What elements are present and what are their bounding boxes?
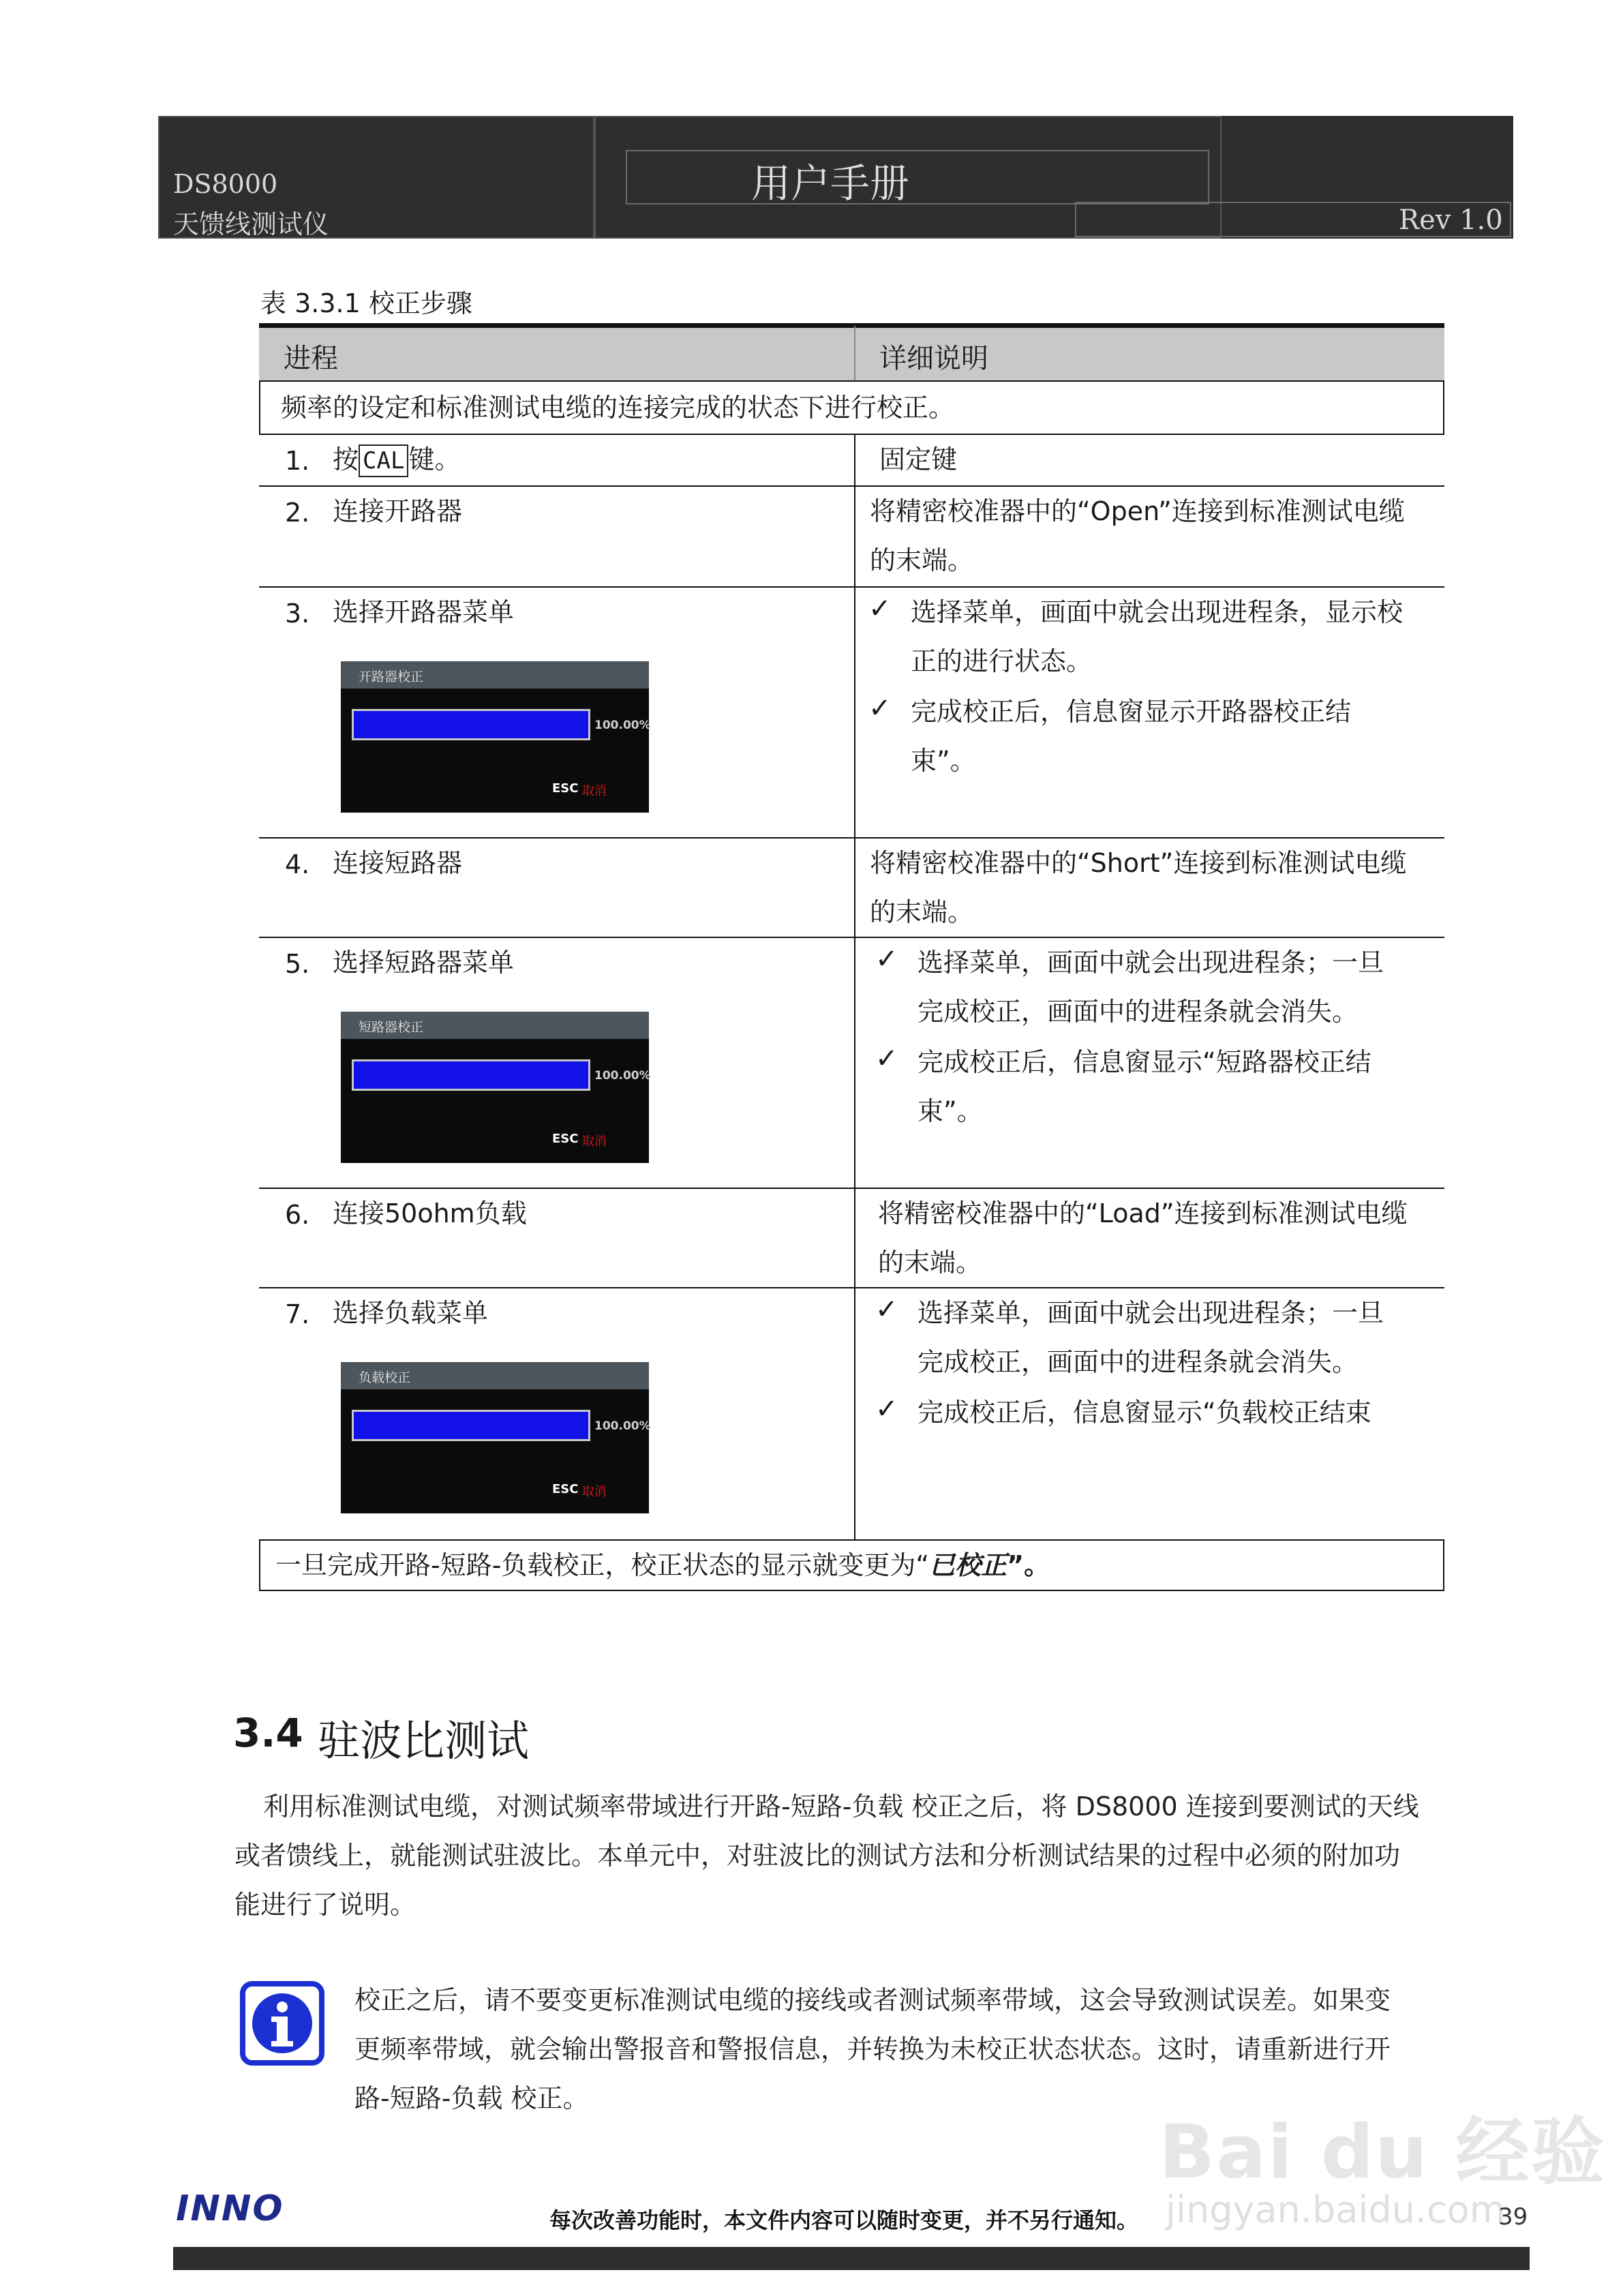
step-7-bullet1-line1: 选择菜单，画面中就会出现进程条；一旦 [917, 1298, 1384, 1328]
check-icon: ✓ [868, 593, 892, 624]
check-icon: ✓ [875, 1043, 898, 1074]
step-3-bullet2-line2: 束”。 [911, 746, 976, 776]
short-calibration-screen [341, 1012, 649, 1163]
cal-key: CAL [359, 444, 408, 477]
table-footer-plain: 一旦完成开路-短路-负载校正，校正状态的显示就变更为“ [275, 1550, 930, 1580]
step-4-text: 连接短路器 [333, 848, 463, 878]
header-model: DS8000 [173, 169, 278, 199]
header-title: 用户手册 [751, 160, 910, 207]
step-number: 6. [285, 1200, 310, 1230]
info-icon [240, 1981, 324, 2066]
table-footer-emph: 已校正 [929, 1550, 1007, 1580]
table-footer-end: ”。 [1007, 1550, 1050, 1580]
step-7-text: 选择负载菜单 [333, 1298, 489, 1328]
check-icon: ✓ [875, 1393, 898, 1425]
esc-key-label: ESC [552, 1482, 579, 1496]
note-line1: 校正之后，请不要变更标准测试电缆的接线或者测试频率带域，这会导致测试误差。如果变 [354, 1985, 1391, 2015]
table-bottom-rule [259, 1590, 1444, 1591]
step-2-detail-line2: 的末端。 [870, 545, 974, 575]
col-rule [1443, 1539, 1444, 1591]
step-4-detail-line1: 将精密校准器中的“Short”连接到标准测试电缆 [870, 848, 1407, 878]
col-rule [1443, 380, 1444, 434]
check-icon: ✓ [875, 1294, 898, 1325]
step-2-detail-line1: 将精密校准器中的“Open”连接到标准测试电缆 [870, 496, 1405, 526]
inno-logo: INNO [176, 2188, 284, 2229]
table-caption: 表 3.3.1 校正步骤 [260, 288, 472, 318]
screen-title: 短路器校正 [359, 1020, 424, 1035]
step-3-text: 选择开路器菜单 [333, 597, 515, 627]
step-5-text: 选择短路器菜单 [333, 948, 515, 978]
esc-key-label: ESC [552, 781, 579, 796]
watermark-logo: Bai du 经验 [1159, 2110, 1606, 2195]
note-line2: 更频率带域，就会输出警报音和警报信息，并转换为未校正状态状态。这时，请重新进行开 [354, 2034, 1391, 2064]
page-header [158, 116, 1513, 239]
row-rule [259, 380, 1444, 382]
col-rule [854, 326, 855, 380]
watermark-url: jingyan.baidu.com [1166, 2188, 1506, 2231]
section-title: 驻波比测试 [318, 1716, 530, 1766]
screen-title: 开路器校正 [359, 669, 424, 684]
check-icon: ✓ [875, 943, 898, 975]
step-3-bullet2-line1: 完成校正后，信息窗显示开路器校正结 [911, 697, 1352, 727]
section-para-line2: 或者馈线上，就能测试驻波比。本单元中，对驻波比的测试方法和分析测试结果的过程中必须的附加功 [234, 1841, 1401, 1871]
table-top-rule [259, 323, 1444, 328]
check-icon: ✓ [868, 693, 892, 724]
step-1-detail: 固定键 [879, 444, 958, 474]
table-header-row [259, 326, 1444, 380]
step-number: 4. [285, 849, 310, 879]
step-6-text: 连接50ohm负载 [333, 1198, 527, 1228]
esc-key-label: ESC [552, 1132, 579, 1146]
step-6-detail-line2: 的末端。 [878, 1248, 982, 1278]
step-3-bullet1-line1: 选择菜单，画面中就会出现进程条，显示校 [911, 597, 1404, 627]
header-title-frame [626, 150, 1209, 205]
step-4-detail-line2: 的末端。 [870, 897, 974, 927]
progress-bar [352, 1410, 590, 1441]
progress-bar [352, 709, 590, 740]
step-2-text: 连接开路器 [333, 496, 463, 526]
progress-percent: 100.00% [594, 1419, 651, 1433]
step-1-pre: 按 [333, 444, 359, 474]
cancel-label: 取消 [582, 1134, 607, 1149]
progress-bar [352, 1059, 590, 1091]
step-number: 7. [285, 1299, 310, 1329]
step-5-bullet2-line2: 束”。 [917, 1096, 983, 1126]
col-rule [259, 1539, 260, 1591]
step-number: 2. [285, 498, 310, 528]
footer-bar [173, 2247, 1530, 2270]
col-header-detail: 详细说明 [879, 343, 988, 374]
step-number: 3. [285, 599, 310, 629]
page-number: 39 [1498, 2203, 1528, 2231]
step-1-text [333, 435, 460, 484]
table-intro: 频率的设定和标准测试电缆的连接完成的状态下进行校正。 [281, 393, 955, 423]
cancel-label: 取消 [582, 784, 607, 798]
table-footer-note [275, 1541, 1050, 1590]
col-rule [854, 434, 855, 1539]
step-7-bullet2-line1: 完成校正后，信息窗显示“负载校正结束 [917, 1398, 1371, 1428]
progress-percent: 100.00% [594, 719, 651, 732]
footer-notice: 每次改善功能时，本文件内容可以随时变更，并不另行通知。 [549, 2207, 1139, 2233]
step-5-bullet1-line1: 选择菜单，画面中就会出现进程条；一旦 [917, 948, 1384, 978]
step-3-bullet1-line2: 正的进行状态。 [911, 646, 1093, 676]
step-7-bullet1-line2: 完成校正，画面中的进程条就会消失。 [917, 1347, 1359, 1377]
section-para-line3: 能进行了说明。 [234, 1890, 416, 1920]
screen-title: 负载校正 [359, 1370, 411, 1385]
step-5-bullet1-line2: 完成校正，画面中的进程条就会消失。 [917, 997, 1359, 1027]
step-number: 5. [285, 949, 310, 979]
header-product: 天馈线测试仪 [173, 209, 329, 239]
step-5-bullet2-line1: 完成校正后，信息窗显示“短路器校正结 [917, 1047, 1371, 1077]
section-number: 3.4 [233, 1710, 303, 1756]
section-para-line1: 利用标准测试电缆，对测试频率带域进行开路-短路-负载 校正之后，将 DS8000 连接到要测试的天线 [263, 1792, 1419, 1822]
header-rev: Rev 1.0 [1399, 205, 1503, 236]
col-header-process: 进程 [284, 343, 338, 374]
open-calibration-screen [341, 661, 649, 813]
cancel-label: 取消 [582, 1485, 607, 1499]
note-line3: 路-短路-负载 校正。 [354, 2083, 589, 2113]
progress-percent: 100.00% [594, 1069, 651, 1083]
step-number: 1. [285, 446, 310, 476]
step-6-detail-line1: 将精密校准器中的“Load”连接到标准测试电缆 [878, 1198, 1408, 1228]
load-calibration-screen [341, 1362, 649, 1513]
step-1-post: 键。 [408, 444, 461, 474]
col-rule [259, 380, 260, 434]
